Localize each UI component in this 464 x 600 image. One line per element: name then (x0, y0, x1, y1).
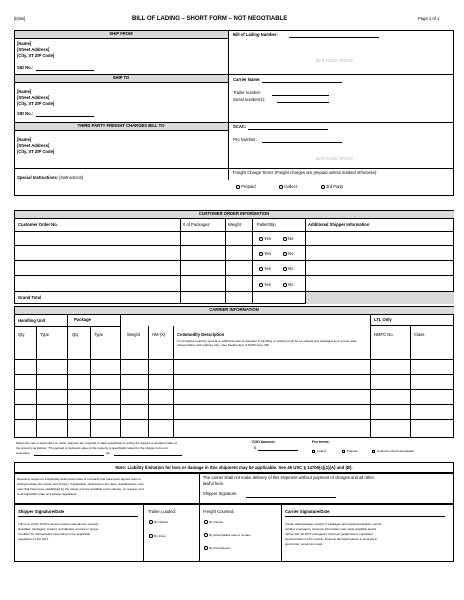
value-text-3: exceeding (16, 451, 30, 455)
radio-icon[interactable] (204, 546, 208, 550)
pallet-yes-2[interactable]: Yes (259, 251, 271, 256)
col-packages: # of Packages (183, 222, 210, 227)
special-instructions-label: Special Instructions: (17, 175, 59, 180)
special-instructions[interactable] (17, 176, 83, 180)
ship-from-street[interactable]: [Street Address] (17, 47, 50, 52)
radio-icon[interactable] (283, 252, 287, 256)
barcode-space-2: BAR CODE SPACE (316, 156, 353, 161)
value-text-1: Where the rate is dependent on value, shippers are required to state specifically in writing the agreed or declared value of (16, 441, 178, 445)
ship-to-header: SHIP TO (112, 75, 130, 80)
ship-from-sid-label: SID No.: (17, 65, 34, 70)
class-header: Class (414, 332, 425, 337)
radio-icon[interactable] (259, 283, 263, 287)
radio-icon[interactable] (259, 267, 263, 271)
radio-icon[interactable] (321, 185, 325, 189)
radio-icon[interactable] (236, 185, 240, 189)
col-customer-order-no: Customer Order No. (18, 222, 59, 227)
fc-by-driver-pallets-radio[interactable]: By driver/pallets said to contain (204, 533, 251, 537)
third-party-header: THIRD PARTY FREIGHT CHARGES BILL TO (77, 123, 165, 128)
package-header: Package (74, 317, 91, 322)
trailer-loaded-label: Trailer Loaded: (148, 509, 177, 514)
shipper-signature-title: Shipper Signature/Date (18, 509, 65, 514)
radio-icon[interactable] (283, 267, 287, 271)
received-text-4: to all applicable state and federal regulations. (17, 492, 78, 496)
fee-terms-label: Fee terms: (312, 440, 330, 444)
third-party-street[interactable]: [Street Address] (17, 143, 50, 148)
received-text-2: writing between the carrier and shipper, if applicable, otherwise to the rates, classifications, and (17, 482, 144, 486)
trailer-number-field[interactable] (272, 95, 329, 96)
carrier-cert-1: Carrier acknowledges receipt of packages and required placards. Carrier (285, 522, 382, 526)
document-title: BILL OF LADING – SHORT FORM – NOT NEGOTIABLE (132, 16, 288, 22)
third-party-radio[interactable]: 3rd Party (321, 184, 343, 189)
bol-number-field[interactable] (289, 37, 379, 38)
carrier-delivery-note-1: The carrier shall not make delivery of this shipment without payment of charges and all other (203, 475, 375, 480)
shipper-signature-date-field[interactable] (18, 516, 138, 517)
handling-unit-header: Handling Unit (18, 318, 46, 323)
shipper-cert-1: This is to certify that the above named materials are properly (18, 522, 99, 526)
commodity-note: Commodities requiring special or additional care or attention in handling or stowing must be so marked and packaged as to ensure safe transportation with ordinary care. See Section 2(e) of NMFC item 360 (177, 339, 357, 348)
bol-number-label: Bill of Lading Number: (233, 32, 278, 37)
ship-to-city[interactable]: [City, ST ZIP Code] (17, 101, 55, 106)
radio-icon[interactable] (283, 237, 287, 241)
shipper-cert-2: classified, packaged, marked, and labeled, and are in proper (18, 527, 99, 531)
prepaid-radio[interactable]: Prepaid (236, 184, 256, 189)
shipper-cert-3: condition for transportation according to the applicable (18, 532, 91, 536)
freight-terms-label: Freight Charge Terms (Freight charges are prepaid unless marked otherwise): (233, 170, 378, 175)
trailer-by-shipper-radio[interactable]: By shipper (149, 520, 168, 524)
value-text-per: per (106, 451, 111, 455)
commodity-header: Commodity Description (177, 332, 225, 337)
value-text-2: the property as follows: "The agreed or declared value of the property is specifically stated by the shipper to be not (16, 446, 168, 450)
fc-by-shipper-radio[interactable]: By shipper (204, 520, 223, 524)
shipper-signature-field[interactable] (246, 497, 336, 498)
col-pallet-slip: Pallet/Slip (257, 222, 276, 227)
radio-icon[interactable] (283, 283, 287, 287)
radio-icon[interactable] (149, 520, 153, 524)
checkbox-icon[interactable] (372, 450, 375, 453)
scac-field[interactable] (248, 129, 328, 130)
pkg-type-header: Type (94, 332, 104, 337)
carrier-cert-2: certifies emergency response information was made available and/or (285, 527, 377, 531)
trailer-number-label: Trailer number: (233, 90, 262, 95)
fee-collect-radio[interactable]: Collect (312, 449, 326, 453)
pro-number-field[interactable] (262, 142, 342, 143)
page-number: Page 1 of 1 (418, 16, 440, 21)
pallet-no-2[interactable]: No (283, 251, 293, 256)
pkg-qty-header: Qty (72, 332, 79, 337)
pro-number-label: Pro Number: (233, 137, 257, 142)
ltl-only-header: LTL Only (374, 317, 392, 322)
nmfc-header: NMFC No. (374, 332, 394, 337)
serial-numbers-label: Serial number(s): (233, 97, 266, 102)
radio-icon[interactable] (259, 237, 263, 241)
pallet-yes-4[interactable]: Yes (259, 282, 271, 287)
fee-prepaid-radio[interactable]: Prepaid (342, 449, 357, 453)
collect-radio[interactable]: Collect (279, 184, 297, 189)
shipper-cert-4: regulations of the DOT. (18, 537, 49, 541)
ship-from-city[interactable]: [City, ST ZIP Code] (17, 53, 55, 58)
grand-total-label: Grand Total (18, 295, 42, 300)
special-instructions-value[interactable]: [Instructions] (59, 175, 84, 180)
checkbox-icon[interactable] (342, 450, 345, 453)
carrier-cert-3: carrier has the DOT emergency response guidebook or equivalent (285, 532, 373, 536)
ship-to-sid-field[interactable] (36, 116, 94, 117)
col-weight: Weight (228, 222, 241, 227)
pallet-no-3[interactable]: No (283, 266, 293, 271)
radio-icon[interactable] (259, 252, 263, 256)
third-party-city[interactable]: [City, ST ZIP Code] (17, 149, 55, 154)
radio-icon[interactable] (204, 533, 208, 537)
carrier-signature-title: Carrier Signature/Date (285, 509, 330, 514)
fee-check-acceptable[interactable]: Customer check acceptable (372, 449, 414, 453)
weight-header: Weight (127, 332, 140, 337)
radio-icon[interactable] (279, 185, 283, 189)
received-text-3: rules that have been established by the carrier and are available to the shipper, on request, and (17, 487, 144, 491)
carrier-signature-date-field[interactable] (285, 516, 445, 517)
liability-note: Note: Liability limitation for loss or damage in this shipment may be applicable. See 49 USC § 14706(c)(1)(A) and (B). (115, 464, 353, 470)
carrier-delivery-note-2: lawful fees. (203, 481, 224, 486)
declared-value-field[interactable] (34, 455, 104, 456)
hu-qty-header: Qty (18, 332, 25, 337)
carrier-info-header: CARRIER INFORMATION (209, 307, 259, 312)
col-additional-info: Additional Shipper Information (308, 222, 370, 227)
date-field[interactable]: [Date] (14, 16, 26, 21)
cod-amount-currency: $ (254, 446, 256, 450)
cod-amount-field[interactable] (258, 450, 298, 451)
scac-label: SCAC: (233, 124, 247, 129)
pallet-no-1[interactable]: No (283, 236, 293, 241)
third-party-name[interactable]: [Name] (17, 137, 32, 142)
ship-from-sid-field[interactable] (36, 70, 94, 71)
carrier-cert-4: documentation in the vehicle. Property described above is received in (285, 537, 378, 541)
shipper-signature-label: Shipper Signature (203, 491, 237, 496)
radio-icon[interactable] (204, 520, 208, 524)
checkbox-icon[interactable] (312, 450, 315, 453)
customer-order-header: CUSTOMER ORDER INFORMATION (198, 211, 270, 216)
serial-numbers-field[interactable] (277, 102, 329, 103)
ship-to-name[interactable]: [Name] (17, 89, 32, 94)
barcode-space-1: BAR CODE SPACE (316, 58, 353, 63)
carrier-name-label: Carrier Name: (233, 77, 261, 82)
hm-header: HM (X) (152, 332, 166, 337)
ship-to-sid-label: SID No.: (17, 111, 34, 116)
declared-value-per-field[interactable] (114, 455, 182, 456)
radio-icon[interactable] (149, 534, 153, 538)
ship-to-street[interactable]: [Street Address] (17, 95, 50, 100)
freight-counted-label: Freight Counted: (203, 509, 235, 514)
cod-amount-label: COD Amount: (252, 440, 276, 444)
ship-from-header: SHIP FROM (109, 31, 133, 36)
pallet-yes-3[interactable]: Yes (259, 266, 271, 271)
carrier-cert-5: good order, except as noted. (285, 542, 324, 546)
hu-type-header: Type (40, 332, 50, 337)
pallet-no-4[interactable]: No (283, 282, 293, 287)
fc-by-driver-pieces-radio[interactable]: By driver/pieces (204, 546, 230, 550)
trailer-by-driver-radio[interactable]: By driver (149, 534, 166, 538)
ship-from-name[interactable]: [Name] (17, 41, 32, 46)
received-text-1: Received, subject to individually determined rates or contracts that have been agreed upon in (17, 477, 141, 481)
pallet-yes-1[interactable]: Yes (259, 236, 271, 241)
carrier-name-field[interactable] (262, 82, 342, 83)
